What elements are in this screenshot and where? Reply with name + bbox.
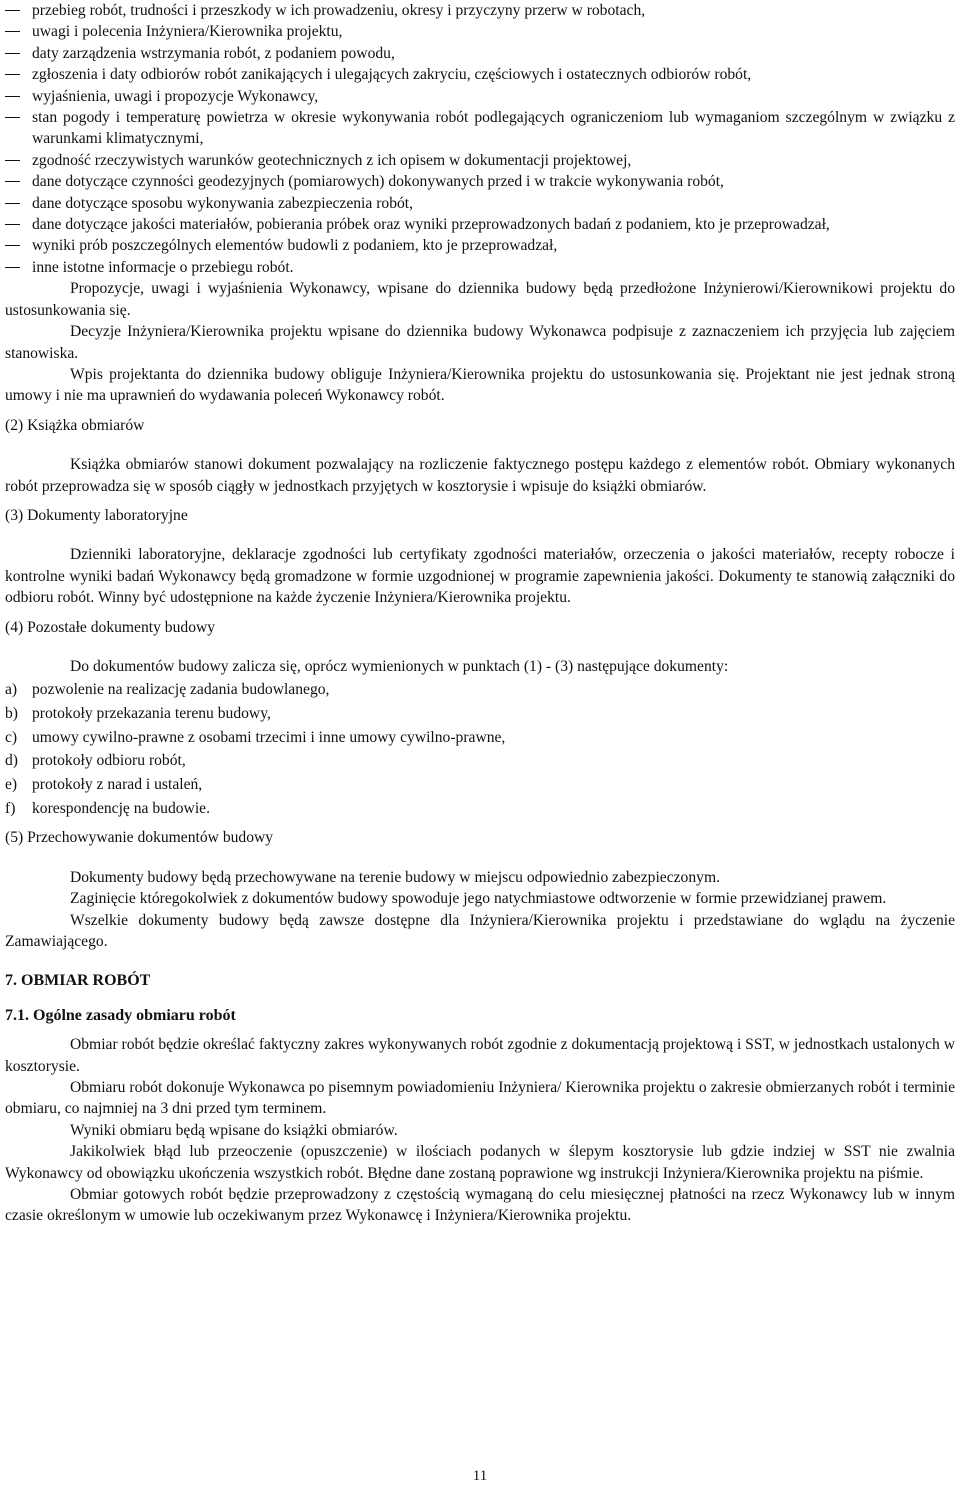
diary-paragraph-designer: Wpis projektanta do dziennika budowy obliguje Inżyniera/Kierownika projektu do ustosunkowania się. Projektant nie jest jednak stroną umowy i nie ma uprawnień do wydawania poleceń Wykonawcy robót. <box>5 365 955 405</box>
list-marker: e) <box>5 776 18 794</box>
section-3-heading: (3) Dokumenty laboratoryjne <box>5 506 188 524</box>
list-item <box>5 798 955 819</box>
section-7-paragraph-results: Wyniki obmiaru będą wpisane do książki obmiarów. <box>70 1121 398 1139</box>
section-4-heading: (4) Pozostałe dokumenty budowy <box>5 618 216 636</box>
section-4-intro: Do dokumentów budowy zalicza się, oprócz wymienionych w punktach (1) - (3) następujące dokumenty: <box>70 657 729 675</box>
page-number: 11 <box>472 1468 488 1484</box>
list-item-text: protokoły odbioru robót, <box>32 752 186 770</box>
list-marker: c) <box>5 728 18 746</box>
list-item: inne istotne informacje o przebiegu robót. <box>5 257 955 278</box>
list-item <box>5 703 955 724</box>
section-7-1-title: 7.1. Ogólne zasady obmiaru robót <box>5 1006 236 1024</box>
list-item: dane dotyczące czynności geodezyjnych (pomiarowych) dokonywanych przed i w trakcie wykonywania robót, <box>5 171 955 192</box>
document-page <box>5 0 955 1227</box>
list-item: dane dotyczące sposobu wykonywania zabezpieczenia robót, <box>5 193 955 214</box>
list-item <box>5 774 955 795</box>
list-item: zgodność rzeczywistych warunków geotechnicznych z ich opisem w dokumentacji projektowej, <box>5 150 955 171</box>
list-item: zgłoszenia i daty odbiorów robót zanikających i ulegających zakryciu, częściowych i ostatecznych odbiorów robót, <box>5 64 955 85</box>
list-item <box>5 727 955 748</box>
section-5-paragraph-storage: Dokumenty budowy będą przechowywane na terenie budowy w miejscu odpowiednio zabezpieczonym. <box>70 868 720 886</box>
list-item: wyjaśnienia, uwagi i propozycje Wykonawcy, <box>5 86 955 107</box>
list-item-text: umowy cywilno-prawne z osobami trzecimi i inne umowy cywilno-prawne, <box>32 728 506 746</box>
section-7-paragraph-scope: Obmiar robót będzie określać faktyczny zakres wykonywanych robót zgodnie z dokumentacją projektową i SST, w jednostkach ustalonych w kosztorysie. <box>5 1036 955 1075</box>
list-item: uwagi i polecenia Inżyniera/Kierownika projektu, <box>5 21 955 42</box>
list-item: przebieg robót, trudności i przeszkody w ich prowadzeniu, okresy i przyczyny przerw w robotach, <box>5 0 955 21</box>
list-item-text: protokoły z narad i ustaleń, <box>32 776 203 794</box>
list-marker: f) <box>5 799 16 817</box>
list-item-text: korespondencję na budowie. <box>32 799 210 817</box>
section-5-paragraph-access: Wszelkie dokumenty budowy będą zawsze dostępne dla Inżyniera/Kierownika projektu i przedstawiane do wglądu na życzenie Zamawiającego. <box>5 911 955 950</box>
section-2-heading: (2) Książka obmiarów <box>5 416 145 434</box>
section-7-paragraph-frequency: Obmiar gotowych robót będzie przeprowadzony z częstością wymaganą do celu miesięcznej płatności na rzecz Wykonawcy lub w innym czasie określonym w umowie lub oczekiwanym przez Wykonawcę i Inżyniera/Kierownika projektu. <box>5 1185 955 1225</box>
diary-paragraph-proposals: Propozycje, uwagi i wyjaśnienia Wykonawcy, wpisane do dziennika budowy będą przedłożone Inżynierowi/Kierownikowi projektu do ustosunkowania się. <box>5 280 955 319</box>
list-item: stan pogody i temperaturę powietrza w okresie wykonywania robót podlegających ograniczeniom lub wymaganiom szczególnym w związku z warunkami klimatycznymi, <box>5 107 955 150</box>
list-item: wyniki prób poszczególnych elementów budowli z podaniem, kto je przeprowadzał, <box>5 235 955 256</box>
section-7-paragraph-errors: Jakikolwiek błąd lub przeoczenie (opuszczenie) w ilościach podanych w ślepym kosztorysie lub gdzie indziej w SST nie zwalnia Wykonawcy od obowiązku ukończenia wszystkich robót. Błędne dane zostaną poprawione wg instrukcji Inżyniera/Kierownika projektu na piśmie. <box>5 1143 955 1182</box>
diary-entries-list <box>5 0 955 278</box>
list-marker: b) <box>5 705 18 723</box>
other-documents-list <box>5 679 955 819</box>
list-marker: a) <box>5 681 18 699</box>
section-2-paragraph: Książka obmiarów stanowi dokument pozwalający na rozliczenie faktycznego postępu każdego z elementów robót. Obmiary wykonanych robót przeprowadza się w sposób ciągły w jednostkach przyjętych w kosztorysie i wpisuje do książki obmiarów. <box>5 456 955 495</box>
diary-paragraph-decisions: Decyzje Inżyniera/Kierownika projektu wpisane do dziennika budowy Wykonawca podpisuje z zaznaczeniem ich przyjęcia lub zajęciem stanowiska. <box>5 323 955 362</box>
list-marker: d) <box>5 752 18 770</box>
list-item <box>5 679 955 700</box>
list-item-text: pozwolenie na realizację zadania budowlanego, <box>32 681 330 699</box>
section-7-paragraph-procedure: Obmiaru robót dokonuje Wykonawca po pisemnym powiadomieniu Inżyniera/ Kierownika projektu o zakresie obmierzanych robót i terminie obmiaru, co najmniej na 3 dni przed tym terminem. <box>5 1078 955 1118</box>
section-5-paragraph-loss: Zaginięcie któregokolwiek z dokumentów budowy spowoduje jego natychmiastowe odtworzenie w formie przewidzianej prawem. <box>70 890 887 908</box>
section-5-heading: (5) Przechowywanie dokumentów budowy <box>5 829 274 847</box>
list-item: dane dotyczące jakości materiałów, pobierania próbek oraz wyniki przeprowadzonych badań z podaniem, kto je przeprowadzał, <box>5 214 955 235</box>
section-3-paragraph: Dzienniki laboratoryjne, deklaracje zgodności lub certyfikaty zgodności materiałów, orzeczenia o jakości materiałów, recepty robocze i kontrolne wyniki badań Wykonawcy będą gromadzone w formie uzgodnionej w programie zapewnienia jakości. Dokumenty te stanowią załączniki do odbioru robót. Winny być udostępnione na każde życzenie Inżyniera/Kierownika projektu. <box>5 546 955 607</box>
section-7-title: 7. OBMIAR ROBÓT <box>5 972 151 990</box>
list-item: daty zarządzenia wstrzymania robót, z podaniem powodu, <box>5 43 955 64</box>
list-item <box>5 750 955 771</box>
list-item-text: protokoły przekazania terenu budowy, <box>32 705 271 723</box>
